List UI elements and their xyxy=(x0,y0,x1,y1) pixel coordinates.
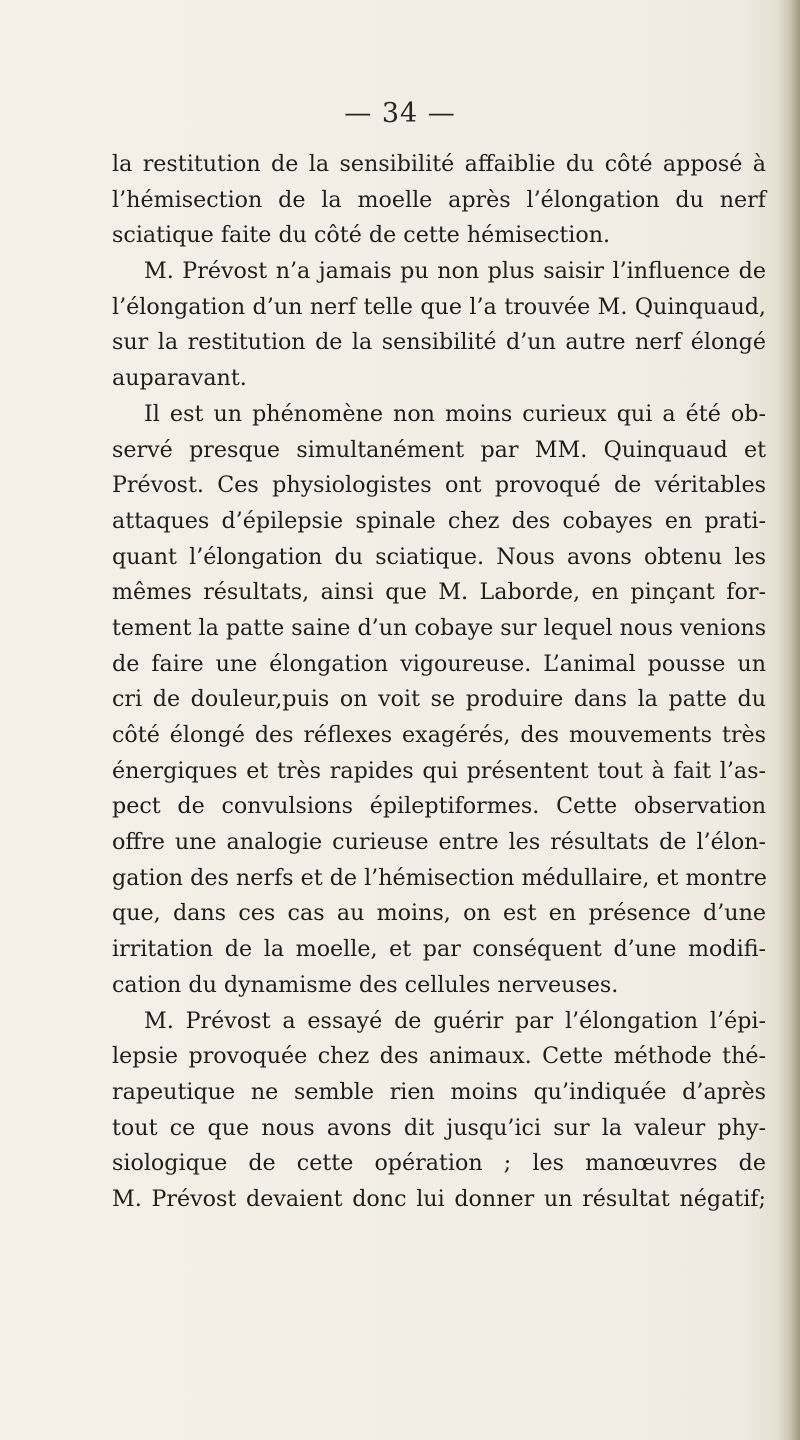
text-line: M. Prévost devaient donc lui donner un résultat négatif; xyxy=(112,1185,766,1212)
text-line: servé presque simultanément par MM. Quinquaud et xyxy=(112,436,766,463)
text-line: M. Prévost a essayé de guérir par l’élongation l’épi- xyxy=(144,1007,766,1034)
text-line: tement la patte saine d’un cobaye sur lequel nous venions xyxy=(112,614,767,641)
text-line: offre une analogie curieuse entre les résultats de l’élon- xyxy=(112,829,766,856)
page-edge-shadow xyxy=(778,0,800,1440)
text-line: côté élongé des réflexes exagérés, des mouvements très xyxy=(112,722,766,748)
text-line: Prévost. Ces physiologistes ont provoqué de véritables xyxy=(112,472,766,499)
text-line: que, dans ces cas au moins, on est en présence d’une xyxy=(112,900,766,927)
text-line: M. Prévost n’a jamais pu non plus saisir l’influence de xyxy=(144,258,766,285)
text-line: lepsie provoquée chez des animaux. Cette méthode thé- xyxy=(112,1043,766,1070)
text-line: Il est un phénomène non moins curieux qui a été ob- xyxy=(144,400,766,427)
text-line: sur la restitution de la sensibilité d’un autre nerf élongé xyxy=(112,329,766,356)
text-line: l’hémisection de la moelle après l’élongation du nerf xyxy=(112,186,766,213)
text-line: de faire une élongation vigoureuse. L’animal pousse un xyxy=(112,650,766,677)
text-line: l’élongation d’un nerf telle que l’a trouvée M. Quinquaud, xyxy=(112,293,766,320)
text-line: irritation de la moelle, et par conséquent d’une modifi- xyxy=(112,936,766,963)
text-line: tout ce que nous avons dit jusqu’ici sur la valeur phy- xyxy=(112,1114,766,1141)
text-line: gation des nerfs et de l’hémisection médullaire, et montre xyxy=(112,864,767,891)
text-line: mêmes résultats, ainsi que M. Laborde, en pinçant for- xyxy=(112,579,766,606)
text-line: sciatique faite du côté de cette hémisection. xyxy=(112,222,611,249)
text-line: cation du dynamisme des cellules nerveuses. xyxy=(112,971,619,998)
text-line: quant l’élongation du sciatique. Nous avons obtenu les xyxy=(112,543,766,570)
text-line: auparavant. xyxy=(112,365,247,392)
text-line: rapeutique ne semble rien moins qu’indiquée d’après xyxy=(112,1078,766,1105)
text-line: pect de convulsions épileptiformes. Cette observation xyxy=(112,793,766,820)
text-line: siologique de cette opération ; les manœuvres de xyxy=(112,1150,766,1177)
text-line: énergiques et très rapides qui présentent tout à fait l’as- xyxy=(112,757,766,784)
text-line: attaques d’épilepsie spinale chez des cobayes en prati- xyxy=(112,507,766,534)
text-line: cri de douleur,puis on voit se produire dans la patte du xyxy=(112,686,766,713)
page-number: — 34 — xyxy=(344,98,456,129)
text-line: la restitution de la sensibilité affaiblie du côté apposé à xyxy=(112,151,766,177)
body-text xyxy=(112,147,766,1218)
